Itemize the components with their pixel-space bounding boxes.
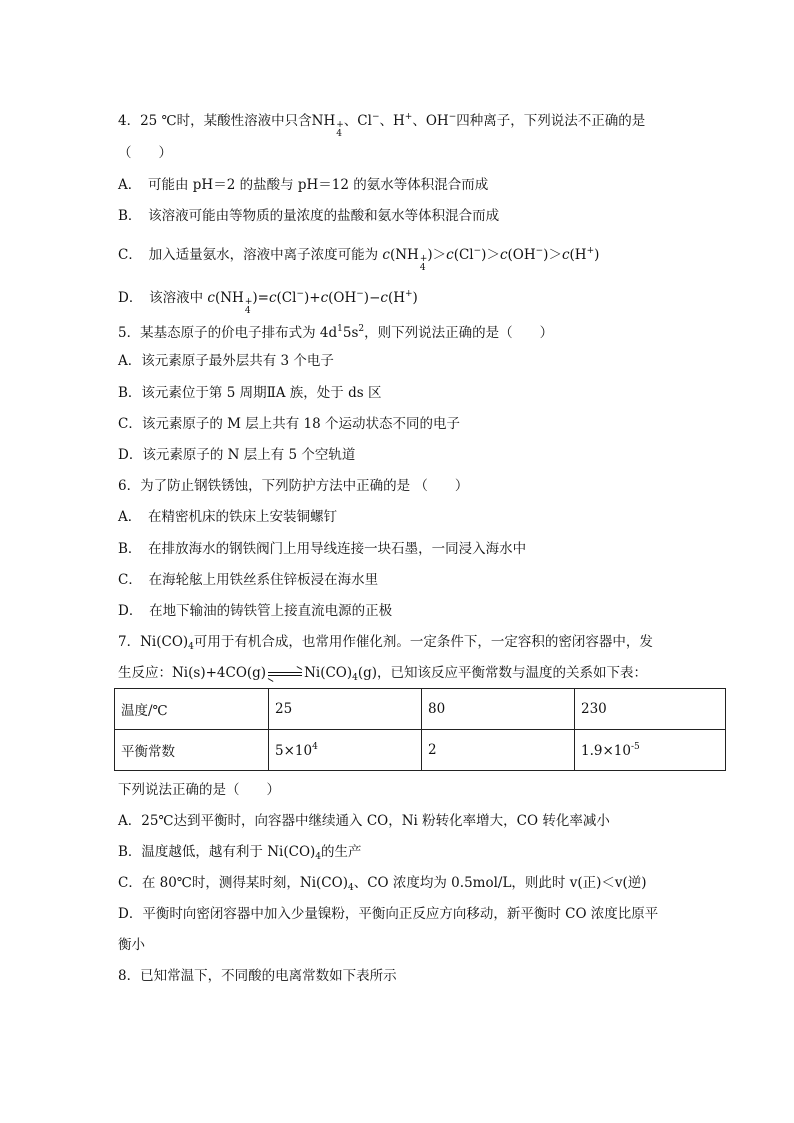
q6-option-c: C． 在海轮舷上用铁丝系住锌板浸在海水里	[118, 572, 379, 588]
q7-option-a: A．25℃达到平衡时，向容器中继续通入 CO，Ni 粉转化率增大，CO 转化率减小	[118, 813, 610, 829]
table-cell: 2	[422, 730, 575, 771]
q7-stem-line2: 生反应：Ni(s)+4CO(g) $Ni(CO)_4(g)$，已知该反应平衡常数与温度的关系如下表：	[118, 665, 648, 683]
q7-option-d-line2: 衡小	[118, 937, 145, 953]
table-cell: 25	[269, 689, 422, 730]
q5-stem: 5．某基态原子的价电子排布式为 $4d^15s^2$，则下列说法正确的是（ ）	[118, 324, 554, 341]
q7-option-b: B．温度越低，越有利于 $Ni(CO)_4$的生产	[118, 844, 362, 862]
equilibrium-constant-table	[114, 688, 726, 771]
nh4-ion: NH + 4	[311, 113, 344, 139]
table-cell: 温度/℃	[115, 689, 269, 730]
q4-stem: 4．25 ℃时，某酸性溶液中只含 NH + 4 、Cl−、H+、OH−四种离子，下列说法不正确的是	[118, 112, 646, 139]
table-cell: 230	[575, 689, 726, 730]
q4-option-b: B． 该溶液可能由等物质的量浓度的盐酸和氨水等体积混合而成	[118, 208, 500, 224]
q5-option-d: D．该元素原子的 N 层上有 5 个空轨道	[118, 447, 356, 463]
q4-option-a: A． 可能由 pH＝2 的盐酸与 pH＝12 的氨水等体积混合而成	[118, 177, 489, 193]
equilibrium-arrow-icon	[268, 670, 302, 678]
q5-option-b: B．该元素位于第 5 周期ⅡA 族，处于 ds 区	[118, 385, 382, 401]
q7-ask: 下列说法正确的是（ ）	[118, 782, 280, 798]
table-cell: $1.9\times 10^{-5}$	[575, 730, 726, 771]
table-cell: 80	[422, 689, 575, 730]
q5-option-c: C．该元素原子的 M 层上共有 18 个运动状态不同的电子	[118, 416, 460, 432]
table-cell: 平衡常数	[115, 730, 269, 771]
q6-option-a: A． 在精密机床的铁床上安装铜螺钉	[118, 509, 337, 525]
q4-paren: （ ）	[118, 145, 172, 161]
table-row	[115, 689, 726, 730]
q6-stem: 6．为了防止钢铁锈蚀，下列防护方法中正确的是 （ ）	[118, 478, 469, 494]
table-row	[115, 730, 726, 771]
q7-option-c: C．在 80℃时，测得某时刻，$Ni(CO)_4$、CO 浓度均为 0.5mol/L，则此时 v(正)＜v(逆)	[118, 875, 647, 893]
q6-option-d: D． 在地下输油的铸铁管上接直流电源的正极	[118, 603, 393, 619]
q7-stem-line1: 7．$Ni(CO)_4$可用于有机合成，也常用作催化剂。一定条件下，一定容积的密闭容器中，发	[118, 634, 653, 652]
q7-option-d-line1: D．平衡时向密闭容器中加入少量镍粉，平衡向正反应方向移动，新平衡时 CO 浓度比原平	[118, 906, 659, 922]
q6-option-b: B． 在排放海水的钢铁阀门上用导线连接一块石墨，一同浸入海水中	[118, 541, 527, 557]
table-cell: $5\times 10^4$	[269, 730, 422, 771]
q4-option-d: D． 该溶液中 c ( NH + 4 ) =c(Cl−)+c(OH−)−c(H+)	[118, 289, 418, 316]
q4-option-c: C． 加入适量氨水，溶液中离子浓度可能为 c ( NH + 4 ) ＞c(Cl−)＞c(OH−)＞c(H+)	[118, 246, 600, 273]
q5-option-a: A．该元素原子最外层共有 3 个电子	[118, 353, 334, 369]
q8-stem: 8．已知常温下，不同酸的电离常数如下表所示	[118, 968, 397, 984]
